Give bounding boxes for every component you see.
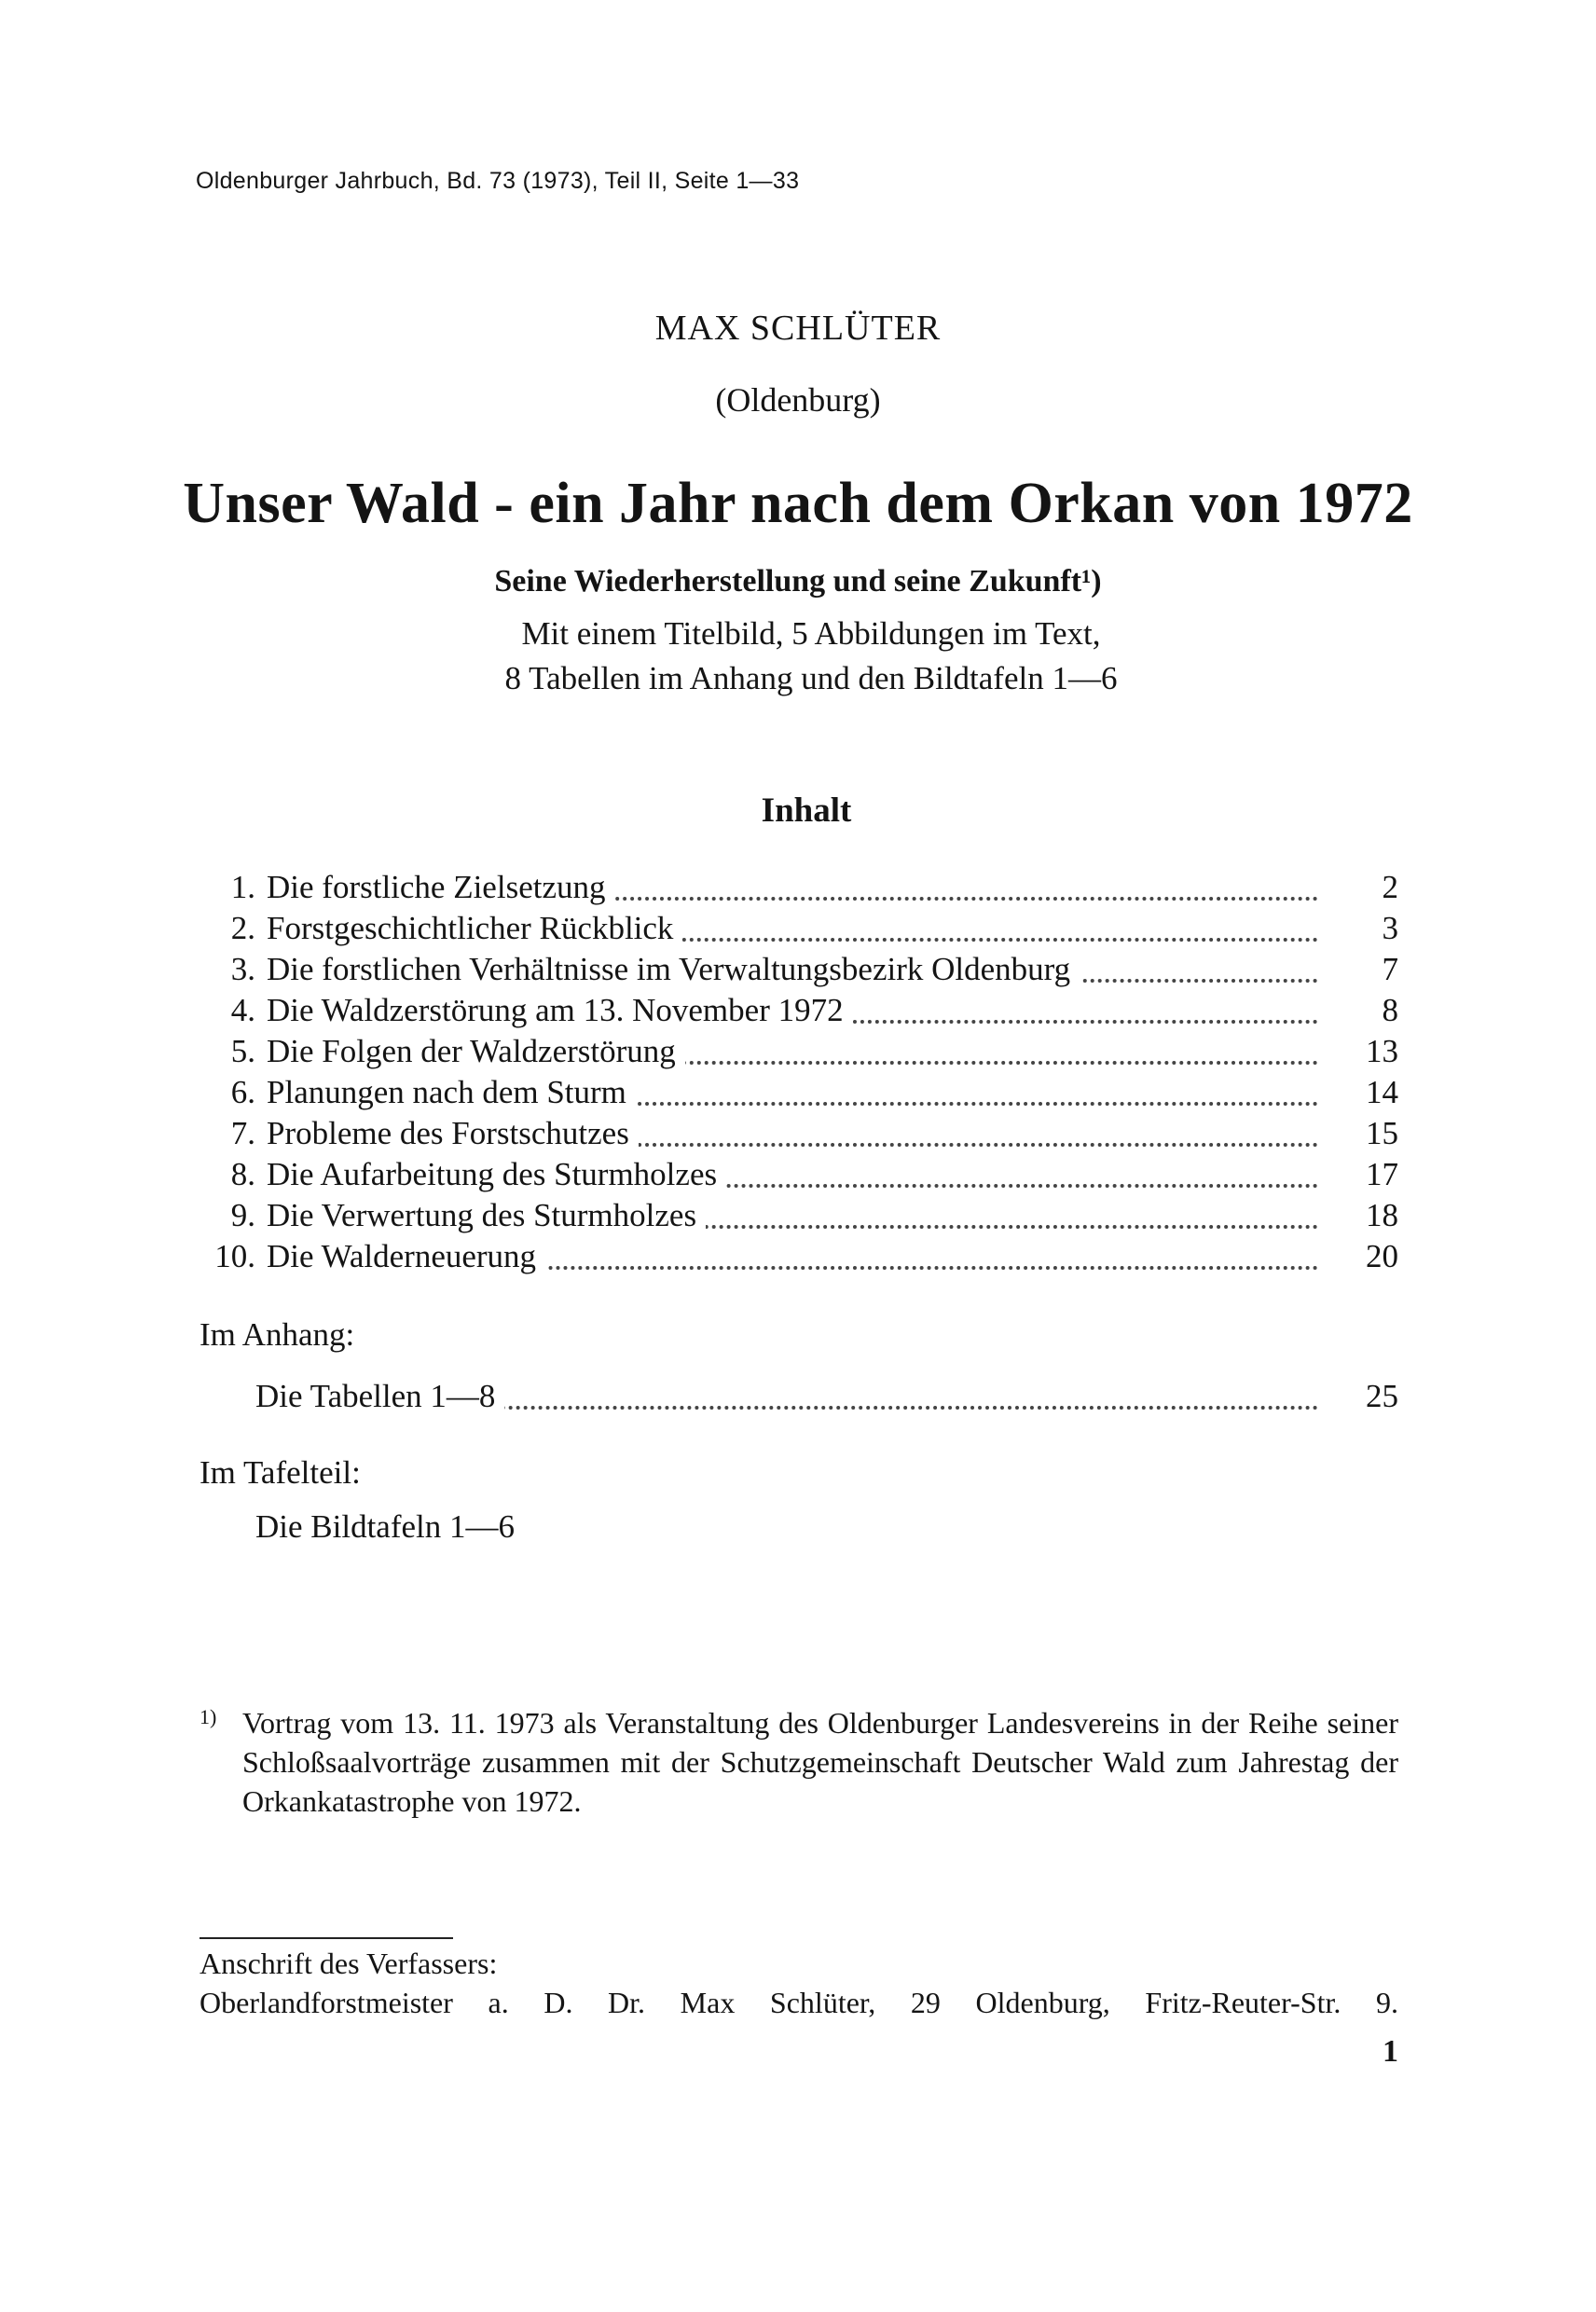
- footnote-mark: 1): [200, 1705, 217, 1728]
- toc-entry-number: 2.: [230, 910, 255, 946]
- footnote-divider: [200, 1937, 453, 1939]
- toc-entry-page: 18: [1366, 1197, 1398, 1233]
- toc-entry-number: 9.: [230, 1197, 255, 1233]
- toc-entry-page: 15: [1366, 1115, 1398, 1151]
- plates-heading: Im Tafelteil:: [200, 1454, 361, 1491]
- article-subtitle: Seine Wiederherstellung und seine Zukunft¹): [494, 564, 1102, 599]
- toc-entry: [0, 1031, 1596, 1072]
- toc-entry: [0, 1072, 1596, 1113]
- footnote-text: Vortrag vom 13. 11. 1973 als Veranstaltung des Oldenburger Landesvereins in der Reihe seiner Schloßsaalvorträge zusammen mit der Schutzgemeinschaft Deutscher Wald zum Jahrestag der Orkankatastrophe von 1972.: [242, 1706, 1398, 1818]
- toc-entry: [0, 949, 1596, 990]
- toc-entry-title: Die Walderneuerung: [267, 1238, 545, 1274]
- page-number: 1: [1383, 2034, 1398, 2069]
- toc-entry-title: Planungen nach dem Sturm: [267, 1074, 636, 1110]
- toc-entry-page: 20: [1366, 1238, 1398, 1274]
- article-description-line-1: Mit einem Titelbild, 5 Abbildungen im Text,: [521, 615, 1101, 652]
- toc-entry-page: 17: [1366, 1156, 1398, 1192]
- author-affiliation: (Oldenburg): [715, 381, 881, 419]
- toc-entry-page: 3: [1382, 910, 1398, 946]
- appendix-heading: Im Anhang:: [200, 1316, 355, 1353]
- author-name: MAX SCHLÜTER: [654, 309, 942, 348]
- toc-entry-title: Die Aufarbeitung des Sturmholzes: [267, 1156, 726, 1192]
- toc-entry-title: Die Folgen der Waldzerstörung: [267, 1033, 685, 1069]
- toc-entry-number: 1.: [230, 869, 255, 905]
- toc-entry-page: 8: [1382, 992, 1398, 1028]
- appendix-entry-page: 25: [1366, 1378, 1398, 1414]
- toc-entry-number: 7.: [230, 1115, 255, 1151]
- toc-entry-page: 14: [1366, 1074, 1398, 1110]
- plates-entry: [0, 1507, 1596, 1548]
- toc-entry-page: 7: [1382, 951, 1398, 987]
- article-title: Unser Wald - ein Jahr nach dem Orkan von 1972: [183, 472, 1413, 535]
- toc-entry: [0, 1236, 1596, 1277]
- toc-entry-page: 13: [1366, 1033, 1398, 1069]
- toc-entry: [0, 990, 1596, 1031]
- toc-entry-number: 10.: [214, 1238, 255, 1274]
- toc-entry-number: 8.: [230, 1156, 255, 1192]
- toc-entry: [0, 1154, 1596, 1195]
- toc-entry-title: Die Verwertung des Sturmholzes: [267, 1197, 706, 1233]
- toc-entry-number: 5.: [230, 1033, 255, 1069]
- running-header: Oldenburger Jahrbuch, Bd. 73 (1973), Teil II, Seite 1—33: [196, 168, 800, 194]
- toc-entry: [0, 867, 1596, 908]
- toc-heading: Inhalt: [761, 791, 852, 830]
- toc-entry-number: 6.: [230, 1074, 255, 1110]
- toc-entry-title: Forstgeschichtlicher Rückblick: [267, 910, 682, 946]
- toc-entry-title: Die forstliche Zielsetzung: [267, 869, 614, 905]
- toc-entry: [0, 1113, 1596, 1154]
- toc-entry-page: 2: [1382, 869, 1398, 905]
- toc-entry-title: Die forstlichen Verhältnisse im Verwaltungsbezirk Oldenburg: [267, 951, 1080, 987]
- article-description-line-2: 8 Tabellen im Anhang und den Bildtafeln 1—6: [504, 660, 1118, 696]
- address-line: Oberlandforstmeister a. D. Dr. Max Schlüter, 29 Oldenburg, Fritz-Reuter-Str. 9.: [200, 1986, 1398, 2019]
- toc-entry: [0, 1195, 1596, 1236]
- toc-entry-title: Probleme des Forstschutzes: [267, 1115, 639, 1151]
- toc-entry-number: 4.: [230, 992, 255, 1028]
- toc-entry: [0, 908, 1596, 949]
- toc-entry-title: Die Waldzerstörung am 13. November 1972: [267, 992, 853, 1028]
- appendix-entry: [0, 1376, 1596, 1417]
- address-label: Anschrift des Verfassers:: [200, 1947, 498, 1980]
- plates-entry-title: Die Bildtafeln 1—6: [255, 1508, 524, 1545]
- appendix-entry-title: Die Tabellen 1—8: [255, 1378, 504, 1414]
- toc-entry-number: 3.: [230, 951, 255, 987]
- footnote: [200, 1703, 1398, 1821]
